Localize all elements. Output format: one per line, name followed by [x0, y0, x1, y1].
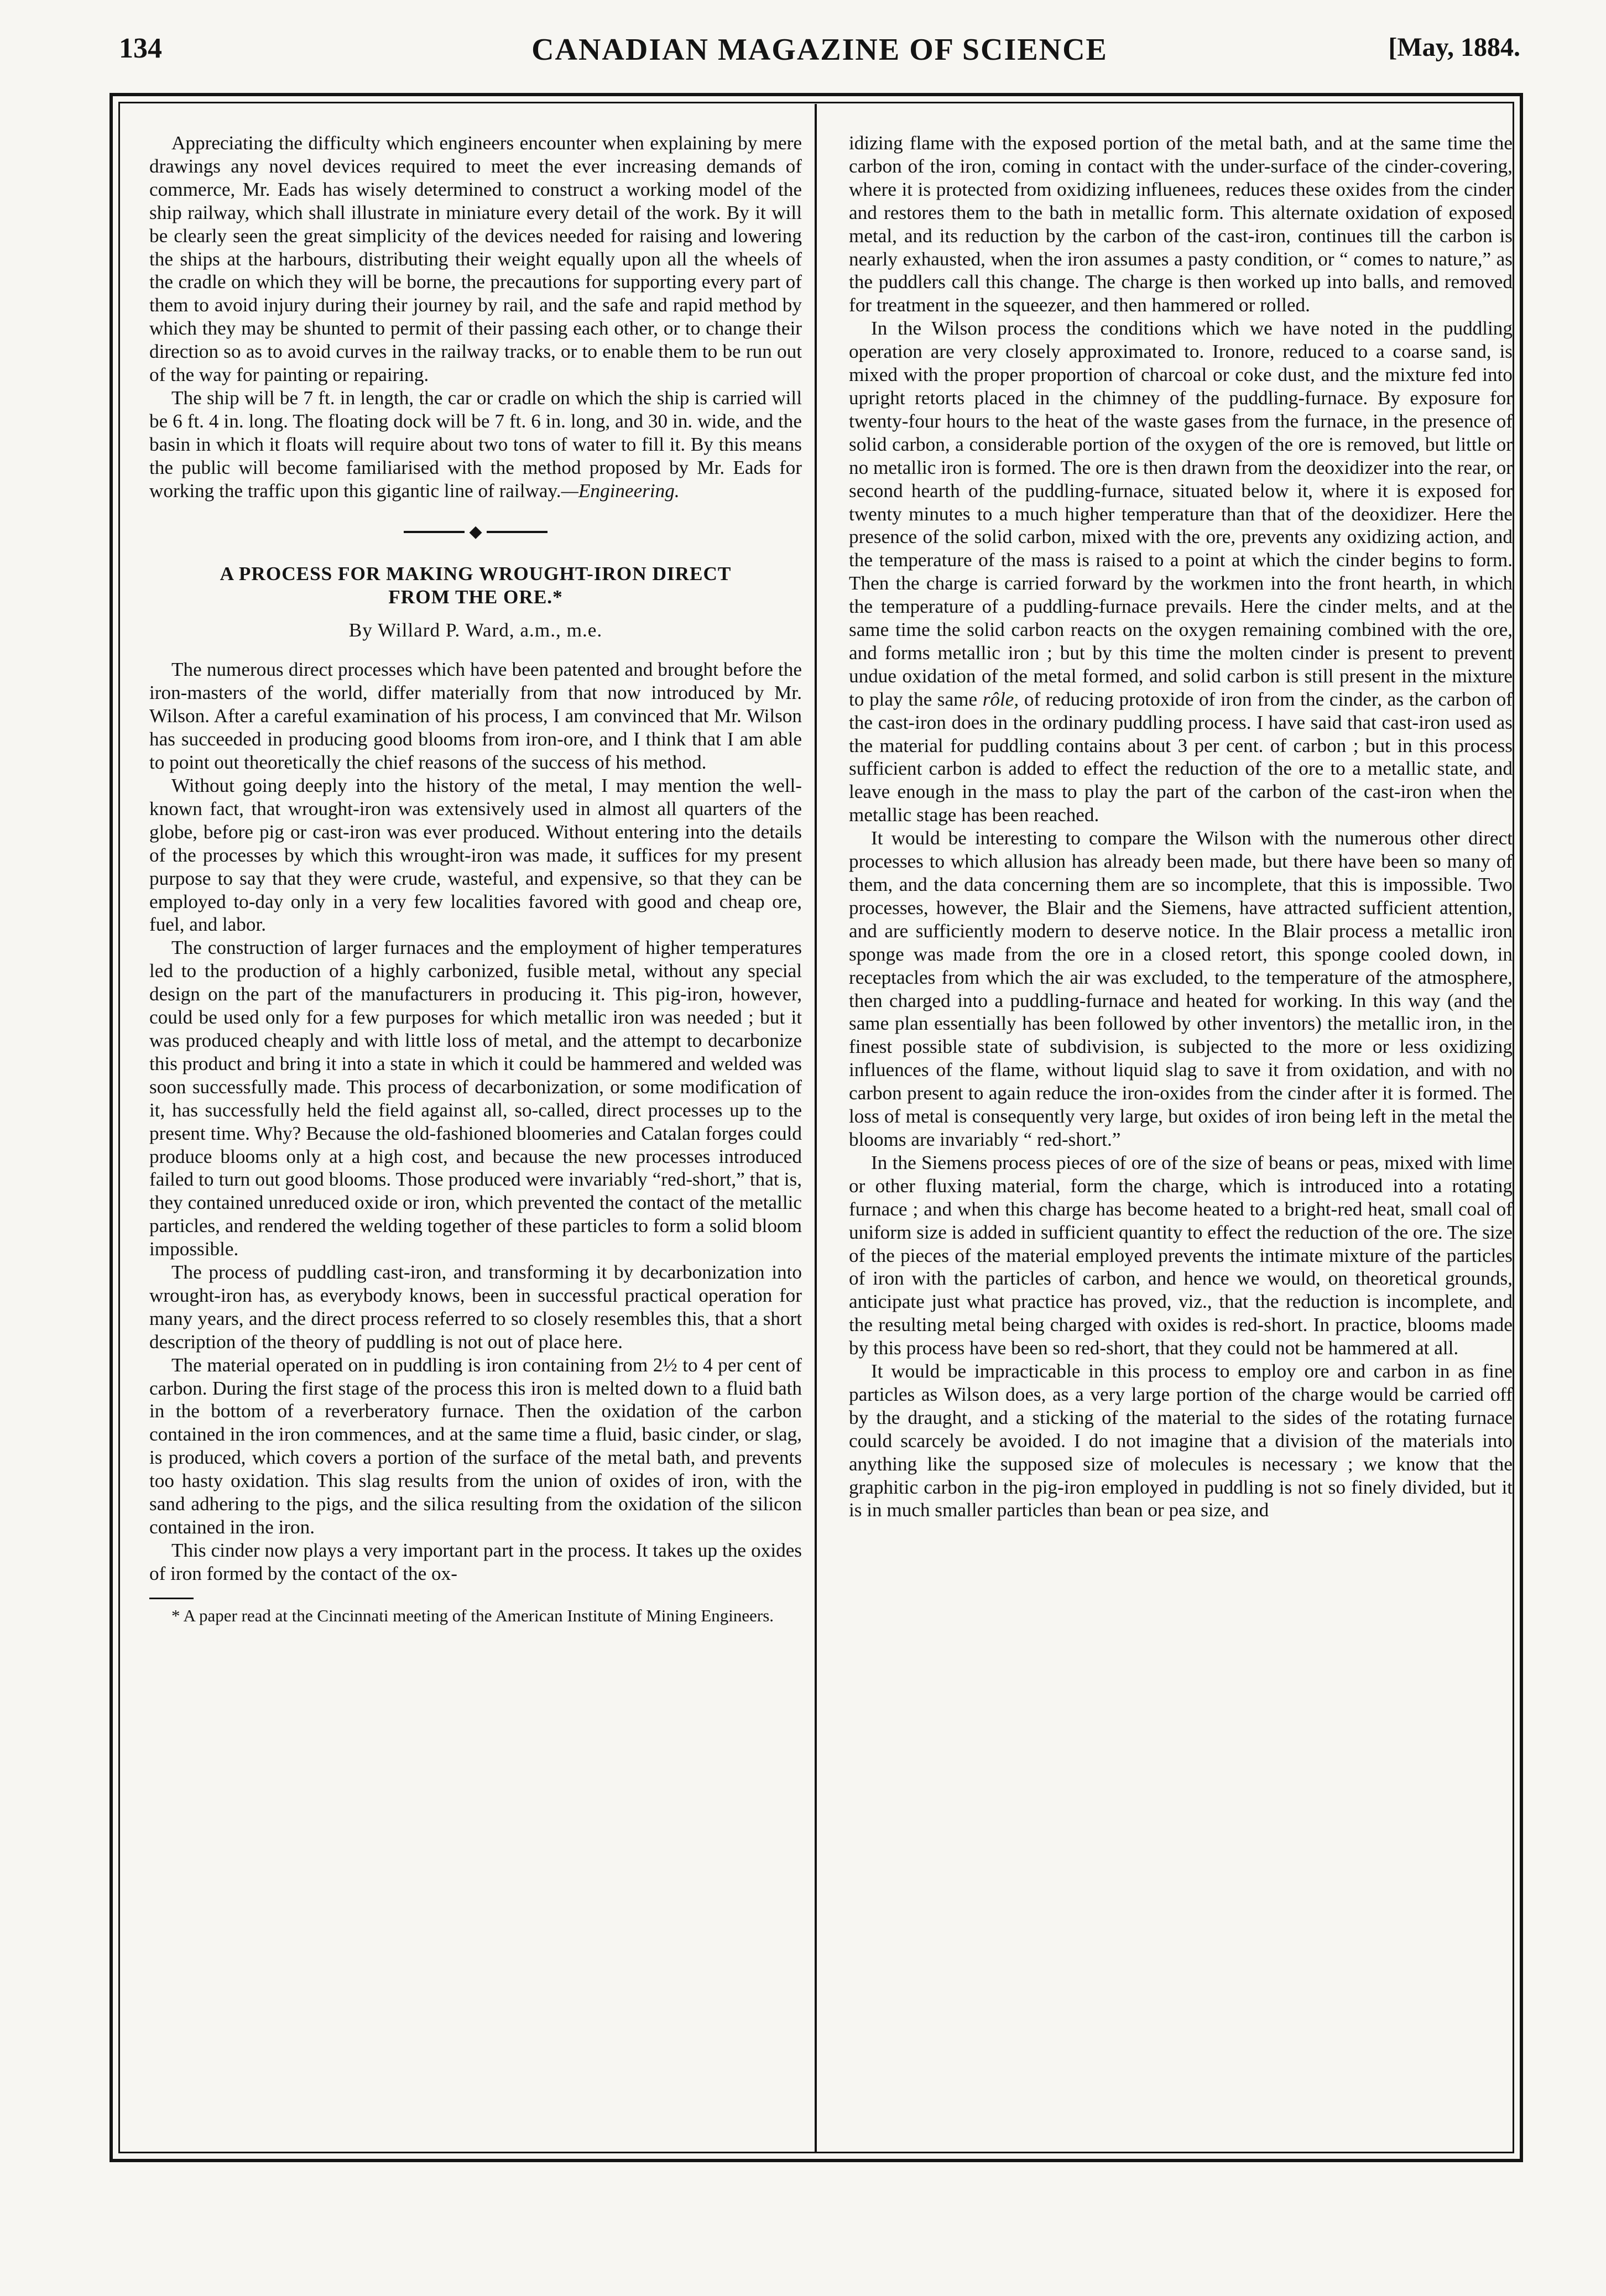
issue-date: [May, 1884.	[1388, 33, 1520, 62]
article-paragraph-5: The material operated on in puddling is iron containing from 2½ to 4 per cent of carbon. During the first stage of the process this iron is melted down to a fluid bath in the bottom of a reverberatory furnace. Then the oxidation of the carbon contained in the iron commences, and at the same time a fluid, basic cinder, or slag, is produced, which covers a portion of the surface of the metal bath, and prevents too hasty oxidation. This slag results from the union of oxides of iron, with the sand adhering to the pigs, and the silica resulting from the oxidation of the silicon contained in the iron.	[149, 1354, 802, 1538]
running-head	[119, 32, 1520, 76]
article-title-line-2: FROM THE ORE.*	[388, 586, 563, 608]
footnote-rule	[149, 1598, 194, 1599]
article-title	[149, 562, 802, 609]
article-title-line-1: A PROCESS FOR MAKING WROUGHT-IRON DIRECT	[220, 562, 732, 585]
ship-railway-paragraph-2	[149, 387, 802, 503]
impracticable-paragraph: It would be impracticable in this process to employ ore and carbon in as fine particles as Wilson does, as a very large portion of the charge would be carried off by the draught, and a sticking of the material to the sides of the rotating furnace could scarcely be avoided. I do not imagine that a division of the materials into anything like the supposed size of molecules is necessary ; we know that the graphitic carbon in the pig-iron employed in puddling is not so finely divided, but it is in much smaller particles than bean or pea size, and	[849, 1360, 1513, 1521]
comparison-paragraph: It would be interesting to compare the Wilson with the numerous other direct processes to which allusion has already been made, but there have been so many of them, and the data concerning them are so incomplete, that this is impossible. Two processes, however, the Blair and the Siemens, have attracted sufficient attention, and are sufficiently modern to deserve notice. In the Blair process a metallic iron sponge was made from the ore in a closed retort, this sponge cooled down, in receptacles from which the air was excluded, to the temperature of the atmosphere, then charged into a puddling-furnace and heated for working. In this way (and the same plan essentially has been followed by other inventors) the metallic iron, in the finest possible state of subdivision, is subjected to the more or less oxidizing influences of the flame, without liquid slag to save it from oxidation, and with no carbon present to again reduce the iron-oxides from the cinder after it is formed. The loss of metal is consequently very large, but oxides of iron being left in the metal the blooms are invariably “ red-short.”	[849, 827, 1513, 1150]
journal-title: CANADIAN MAGAZINE OF SCIENCE	[531, 33, 1108, 67]
article-paragraph-6: This cinder now plays a very important part in the process. It takes up the oxides of iron formed by the contact of the ox-	[149, 1539, 802, 1584]
continuation-paragraph: idizing flame with the exposed portion of the metal bath, and at the same time the carbon of the iron, coming in contact with the under-surface of the cinder-covering, where it is protected from oxidizing influenees, reduces these oxides from the cinder and restores them to the bath in metallic form. This alternate oxidation of exposed metal, and its reduction by the carbon of the cast-iron, continues till the carbon is nearly exhausted, when the iron assumes a pasty condition, or “ comes to nature,” as the puddlers call this change. The charge is then worked up into balls, and removed for treatment in the squeezer, and then hammered or rolled.	[849, 132, 1513, 316]
article-paragraph-2: Without going deeply into the history of the metal, I may mention the well-known fact, that wrought-iron was extensively used in almost all quarters of the globe, before pig or cast-iron was ever produced. Without entering into the details of the processes by which this wrought-iron was made, it suffices for my present purpose to say that they were crude, wasteful, and expensive, so that they can be employed to-day only in a very few localities favored with good and cheap ore, fuel, and labor.	[149, 775, 802, 936]
article-paragraph-1: The numerous direct processes which have been patented and brought before the iron-masters of the world, differ materially from that now introduced by Mr. Wilson. After a careful examination of his process, I am convinced that Mr. Wilson has succeeded in producing good blooms from iron-ore, and I think that I am able to point out theoretically the chief reasons of the success of his method.	[149, 659, 802, 774]
wilson-text-b: of reducing protoxide of iron from the cinder, as the carbon of the cast-iron does in the ordinary puddling process. I have said that cast-iron used as the material for puddling contains about 3 per cent. of carbon ; but in this process sufficient carbon is added to effect the reduction of the ore to a metallic state, and leave enough in the mass to play the part of the carbon of the cast-iron when the metallic stage has been reached.	[849, 688, 1513, 826]
wilson-process-paragraph	[849, 317, 1513, 827]
column-rule	[815, 104, 817, 2153]
siemens-paragraph: In the Siemens process pieces of ore of the size of beans or peas, mixed with lime or other fluxing material, form the charge, which is introduced into a rotating furnace ; and when this charge has become heated to a bright-red heat, small coal of uniform size is added in sufficient quantity to effect the reduction of the ore. The size of the pieces of the material employed prevents the intimate mixture of the particles of iron with the particles of carbon, and hence we would, on theoretical grounds, anticipate just what practice has proved, viz., that the reduction is incomplete, and the resulting metal being charged with oxides is red-short. In practice, blooms made by this process have been so red-short, that they could not be hammered at all.	[849, 1151, 1513, 1359]
ship-railway-paragraph-1: Appreciating the difficulty which engineers encounter when explaining by mere drawings any novel devices required to meet the ever increasing demands of commerce, Mr. Eads has wisely determined to construct a working model of the ship railway, which shall illustrate in miniature every detail of the work. By it will be clearly seen the great simplicity of the devices needed for raising and lowering the ships at the harbours, distributing their weight equally upon all the wheels of the cradle on which they will be borne, the precautions for supporting every part of them to avoid injury during their journey by rail, and the safe and rapid method by which they may be shunted to permit of their passing each other, or to change their direction so as to avoid curves in the railway tracks, or to enable them to be run out of the way for painting or repairing.	[149, 132, 802, 386]
right-column	[849, 132, 1513, 1522]
left-column	[149, 132, 802, 1626]
article-paragraph-3: The construction of larger furnaces and the employment of higher temperatures led to the production of a highly carbonized, fusible metal, without any special design on the part of the manufacturers in producing it. This pig-iron, however, could be used only for a few purposes for which metallic iron was needed ; but it was produced cheaply and with little loss of metal, and the attempt to decarbonize this product and bring it into a state in which it could be hammered and welded was soon successfully made. This process of decarbonization, or some modification of it, has successfully held the field against all, so-called, direct processes up to the present time. Why? Because the old-fashioned bloomeries and Catalan forges could produce blooms only at a high cost, and because the new processes introduced failed to turn out good blooms. Those produced were invariably “red-short,” that is, they contained unreduced oxide or iron, which prevented the contact of the metallic particles, and rendered the welding together of these particles to form a solid bloom impossible.	[149, 937, 802, 1260]
wilson-text-a: In the Wilson process the conditions which we have noted in the puddling operation are very closely approximated to. Ironore, reduced to a coarse sand, is mixed with the proper proportion of charcoal or coke dust, and the mixture fed into upright retorts placed in the chimney of the puddling-furnace. By exposure for twenty-four hours to the heat of the waste gases from the furnace, in the presence of solid carbon, a considerable portion of the oxygen of the ore is removed, but little or no metallic iron is formed. The ore is then drawn from the deoxidizer into the rear, or second hearth of the puddling-furnace, situated below it, where it is exposed for twenty minutes to a much higher temperature than that of the deoxidizer. Here the presence of the solid carbon, mixed with the ore, prevents any oxidizing action, and the temperature of the mass is raised to a point at which the cinder begins to form. Then the charge is carried forward by the workmen into the front hearth, in which the temperature of a puddling-furnace prevails. Here the cinder melts, and at the same time the solid carbon reacts on the oxygen remaining combined with the ore, and forms metallic iron ; but by this time the molten cinder is present to prevent undue oxidation of the metal formed, and solid carbon is still present in the mixture to play the same	[849, 317, 1513, 710]
page-number: 134	[119, 33, 162, 64]
section-divider: ◆	[149, 519, 802, 544]
ship-railway-text: The ship will be 7 ft. in length, the car or cradle on which the ship is carried will be 6 ft. 4 in. long. The floating dock will be 7 ft. 6 in. long, and 30 in. wide, and the basin in which it floats will require about two tons of water to fill it. By this means the public will become familiarised with the method proposed by Mr. Eads for working the traffic upon this gigantic line of railway.	[149, 387, 802, 502]
byline: By Willard P. Ward, a.m., m.e.	[348, 619, 603, 641]
role-italic: rôle,	[982, 688, 1019, 710]
source-credit: —Engineering.	[561, 479, 680, 502]
footnote: * A paper read at the Cincinnati meeting of the American Institute of Mining Engineers.	[171, 1605, 774, 1625]
article-paragraph-4: The process of puddling cast-iron, and transforming it by decarbonization into wrought-iron has, as everybody knows, been in successful practical operation for many years, and the direct process referred to so closely resembles this, that a short description of the theory of puddling is not out of place here.	[149, 1261, 802, 1353]
